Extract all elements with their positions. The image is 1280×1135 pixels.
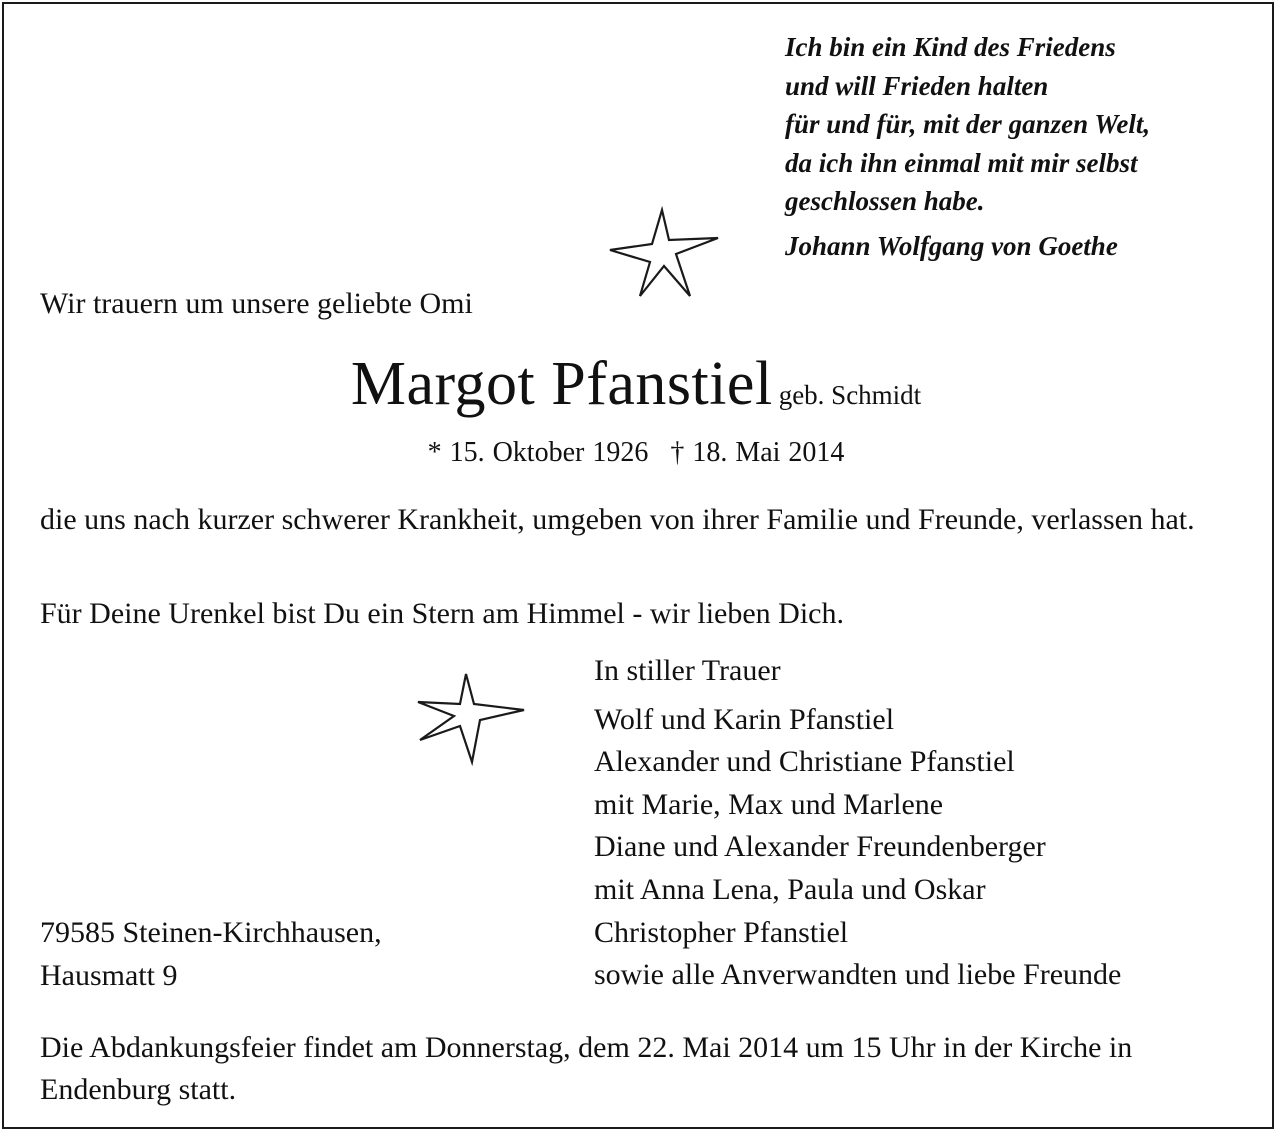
address-block (40, 912, 382, 997)
star-icon (414, 670, 530, 766)
mourner-line: mit Anna Lena, Paula und Oskar (594, 872, 986, 906)
address-line: 79585 Steinen-Kirchhausen, (40, 916, 382, 949)
quote-block (785, 28, 1150, 221)
quote-line: Ich bin ein Kind des Friedens (785, 32, 1116, 62)
mourners-heading: In stiller Trauer (594, 654, 781, 687)
star-icon (606, 206, 724, 302)
life-dates (0, 434, 1272, 472)
deceased-name-line (0, 346, 1272, 438)
mourner-line: mit Marie, Max und Marlene (594, 787, 944, 821)
quote-line: da ich ihn einmal mit mir selbst (785, 147, 1138, 178)
mourner-line: sowie alle Anverwandten und liebe Freunde (594, 958, 1122, 992)
mourners-block (594, 650, 1121, 997)
quote-line: für und für, mit der ganzen Welt, (785, 109, 1151, 139)
mourner-line: Wolf und Karin Pfanstiel (594, 702, 895, 736)
paragraph-text: Für Deine Urenkel bist Du ein Stern am Himmel - wir lieben Dich. (40, 597, 844, 630)
maiden-name: geb. Schmidt (778, 380, 922, 410)
death-date: † 18. Mai 2014 (670, 437, 845, 468)
birth-date: * 15. Oktober 1926 (427, 437, 649, 468)
intro-text: Wir trauern um unsere geliebte Omi (40, 287, 473, 320)
paragraph-text: die uns nach kurzer schwerer Krankheit, umgeben von ihrer Familie und Freunde, verlassen hat. (40, 503, 1195, 536)
mourner-line: Alexander und Christiane Pfanstiel (594, 745, 1015, 779)
quote-line: und will Frieden halten (785, 70, 1049, 101)
deceased-name: Margot Pfanstiel (350, 350, 773, 418)
mourner-line: Diane und Alexander Freundenberger (594, 830, 1046, 864)
address-line: Hausmatt 9 (40, 958, 178, 992)
quote-author: Johann Wolfgang von Goethe (785, 231, 1118, 261)
mourner-line: Christopher Pfanstiel (594, 915, 849, 949)
ceremony-text: Die Abdankungsfeier findet am Donnerstag, dem 22. Mai 2014 um 15 Uhr in der Kirche in Endenburg statt. (40, 1031, 1133, 1106)
quote-line: geschlossen habe. (785, 186, 985, 216)
